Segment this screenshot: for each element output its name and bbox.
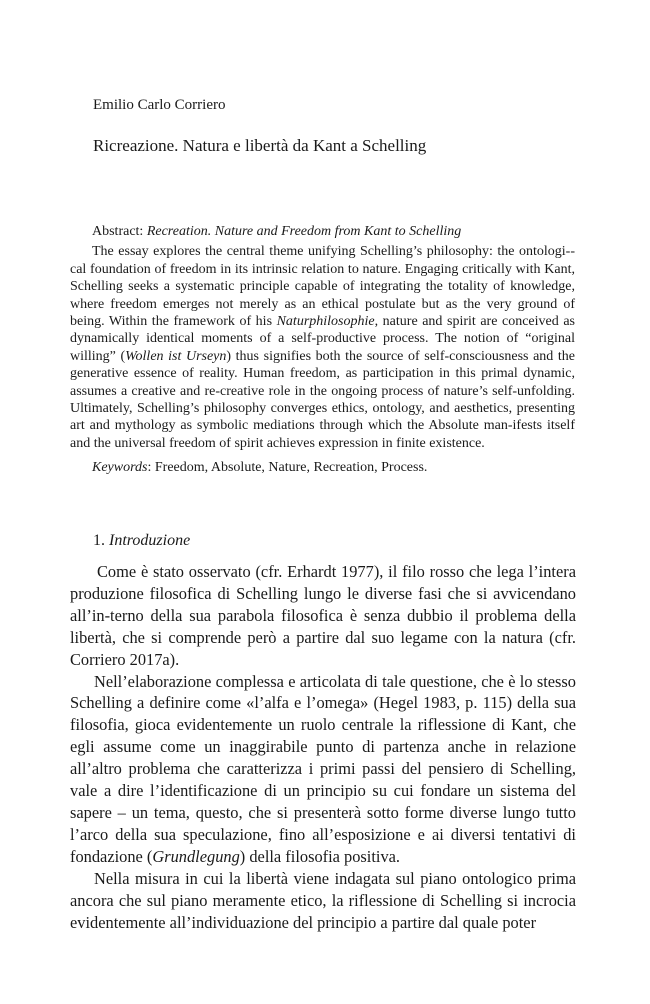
abstract-text-part: The essay explores the central theme unifying Schelling’s philosophy: the ontologi-cal foundation of freedom in its intrinsic relation to nature. Engaging critically with Kant, Schelling seeks a systematic principle capable of integrating the totality of knowledge, where freedom emerges not merely as an ethical postulate but as the very ground of being. Within the framework of his: [70, 244, 575, 330]
body-text: [70, 561, 576, 933]
abstract-text-part: , nature and spirit are conceived as dynamically identical moments of a self-productive process. The notion of “original willing” (: [70, 314, 575, 364]
section-number: 1.: [93, 532, 109, 549]
body-paragraph-3: Nella misura in cui la libertà viene indagata sul piano ontologico prima ancora che sul piano meramente etico, la riflessione di Schelling si incrocia evidentemente all’individuazione del principio a partire dal quale poter: [70, 868, 576, 932]
abstract-term-wollen: Wollen ist Urseyn: [125, 348, 227, 364]
section-heading: [93, 531, 190, 551]
abstract-term-naturphilosophie: Naturphilosophie: [276, 314, 375, 330]
author-name: Emilio Carlo Corriero: [93, 97, 226, 113]
paper-title: Ricreazione. Natura e libertà da Kant a Schelling: [93, 136, 427, 155]
abstract-heading: [70, 223, 575, 240]
abstract-english-title: Recreation. Nature and Freedom from Kant to Schelling: [146, 224, 462, 239]
abstract-label: Abstract:: [92, 224, 147, 239]
keywords: [70, 459, 575, 476]
keywords-label: Keywords: [92, 460, 148, 476]
body-text-part: Nell’elaborazione complessa e articolata di tale questione, che è lo stesso Schelling a definire come «l’alfa e l’omega» (Hegel 1983, p. 115) della sua filosofia, gioca evidentemente un ruolo centrale la riflessione di Kant, che egli assume come un inaggirabile punto di partenza anche in relazione all’altro problema che caratterizza i primi passi del pensiero di Schelling, vale a dire l’identificazione di un principio su cui fondare un sistema del sapere – un tema, questo, che si presenterà sotto forme diverse lungo tutto l’arco della sua speculazione, fino all’esposizione e ai diversi tentativi di fondazione (: [70, 671, 576, 866]
body-paragraph-2: [70, 671, 576, 868]
abstract-text-part: ) thus signifies both the source of self-consciousness and the generative essence of reality. Human freedom, as participation in this primal dynamic, assumes a creative and re-creative role in the ongoing process of nature’s self-unfolding. Ultimately, Schelling’s philosophy converges ethics, ontology, and aesthetics, presenting art and mythology as symbolic mediations through which the Absolute man-ifests itself and the universal freedom of spirit achieves expression in finite existence.: [70, 348, 575, 451]
body-text-part: ) della filosofia positiva.: [239, 846, 401, 866]
keywords-list: : Freedom, Absolute, Nature, Recreation, Process.: [147, 460, 428, 476]
abstract-text: [70, 243, 575, 452]
body-term-grundlegung: Grundlegung: [152, 846, 240, 866]
abstract: [70, 223, 575, 477]
section-title: Introduzione: [109, 532, 191, 549]
body-paragraph-1: Come è stato osservato (cfr. Erhardt 1977), il filo rosso che lega l’intera produzione filosofica di Schelling lungo le diverse fasi che si avvicendano all’in-terno della sua parabola filosofica è senza dubbio il problema della libertà, che si comprende però a partire dal suo legame con la natura (cfr. Corriero 2017a).: [70, 562, 576, 669]
